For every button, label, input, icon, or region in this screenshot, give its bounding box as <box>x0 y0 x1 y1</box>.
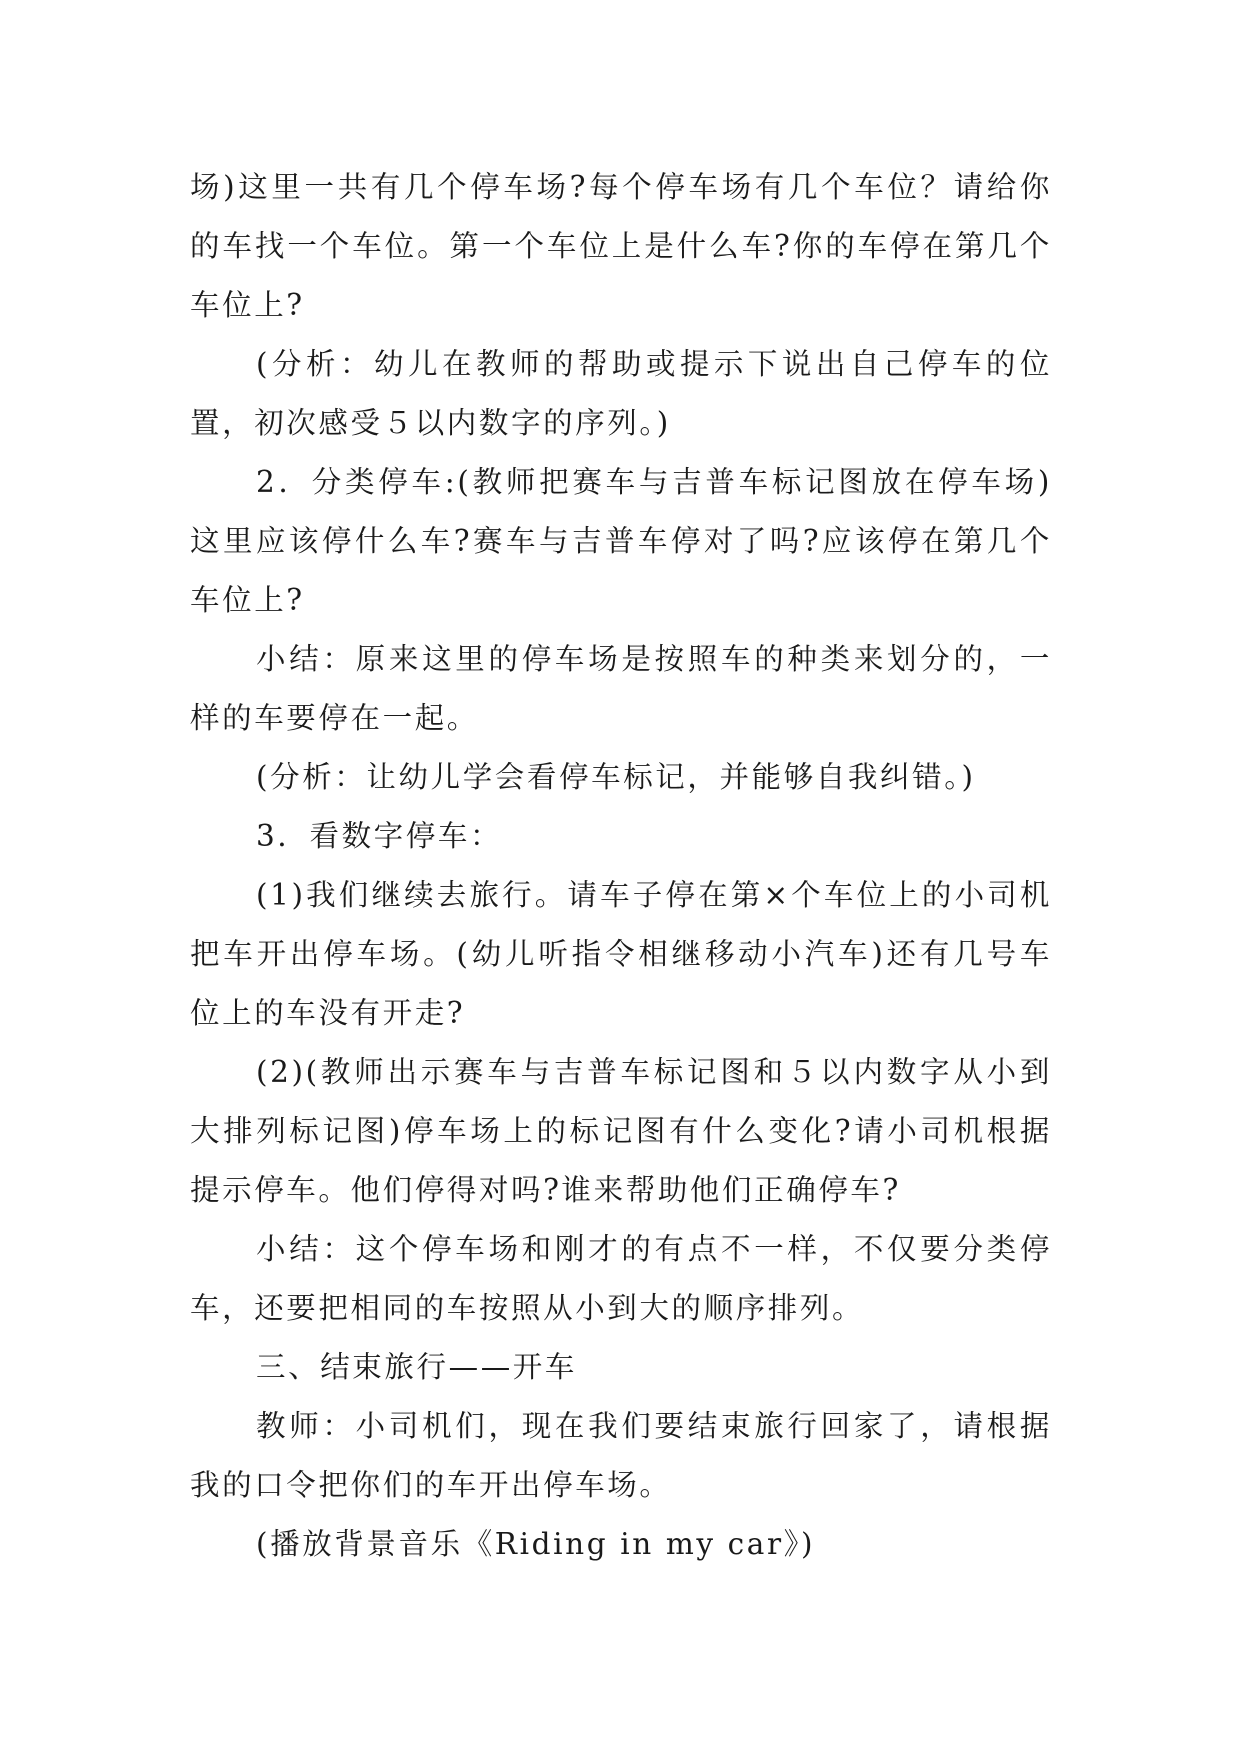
paragraph-2: (分析：幼儿在教师的帮助或提示下说出自己停车的位置，初次感受５以内数字的序列。) <box>190 347 1052 440</box>
paragraph-12: (播放背景音乐《Riding in my car》) <box>256 1527 816 1561</box>
paragraph-8: (2)(教师出示赛车与吉普车标记图和５以内数字从小到大排列标记图)停车场上的标记图有什么变化?请小司机根据提示停车。他们停得对吗?谁来帮助他们正确停车? <box>190 1055 1052 1207</box>
paragraph-4: 小结：原来这里的停车场是按照车的种类来划分的，一样的车要停在一起。 <box>190 642 1052 735</box>
paragraph-11: 教师：小司机们，现在我们要结束旅行回家了，请根据我的口令把你们的车开出停车场。 <box>190 1409 1052 1502</box>
paragraph-9: 小结：这个停车场和刚才的有点不一样，不仅要分类停车，还要把相同的车按照从小到大的顺序排列。 <box>190 1232 1052 1325</box>
paragraph-7: (1)我们继续去旅行。请车子停在第×个车位上的小司机把车开出停车场。(幼儿听指令相继移动小汽车)还有几号车位上的车没有开走? <box>190 878 1052 1030</box>
document-body <box>190 158 1052 1574</box>
paragraph-6: 3．看数字停车： <box>256 819 503 853</box>
paragraph-10: 三、结束旅行——开车 <box>256 1350 578 1384</box>
paragraph-5: (分析：让幼儿学会看停车标记，并能够自我纠错。) <box>256 760 976 794</box>
paragraph-3: 2．分类停车:(教师把赛车与吉普车标记图放在停车场)这里应该停什么车?赛车与吉普车停对了吗?应该停在第几个车位上? <box>190 465 1052 617</box>
paragraph-1: 场)这里一共有几个停车场?每个停车场有几个车位？请给你的车找一个车位。第一个车位上是什么车?你的车停在第几个车位上? <box>190 170 1052 322</box>
